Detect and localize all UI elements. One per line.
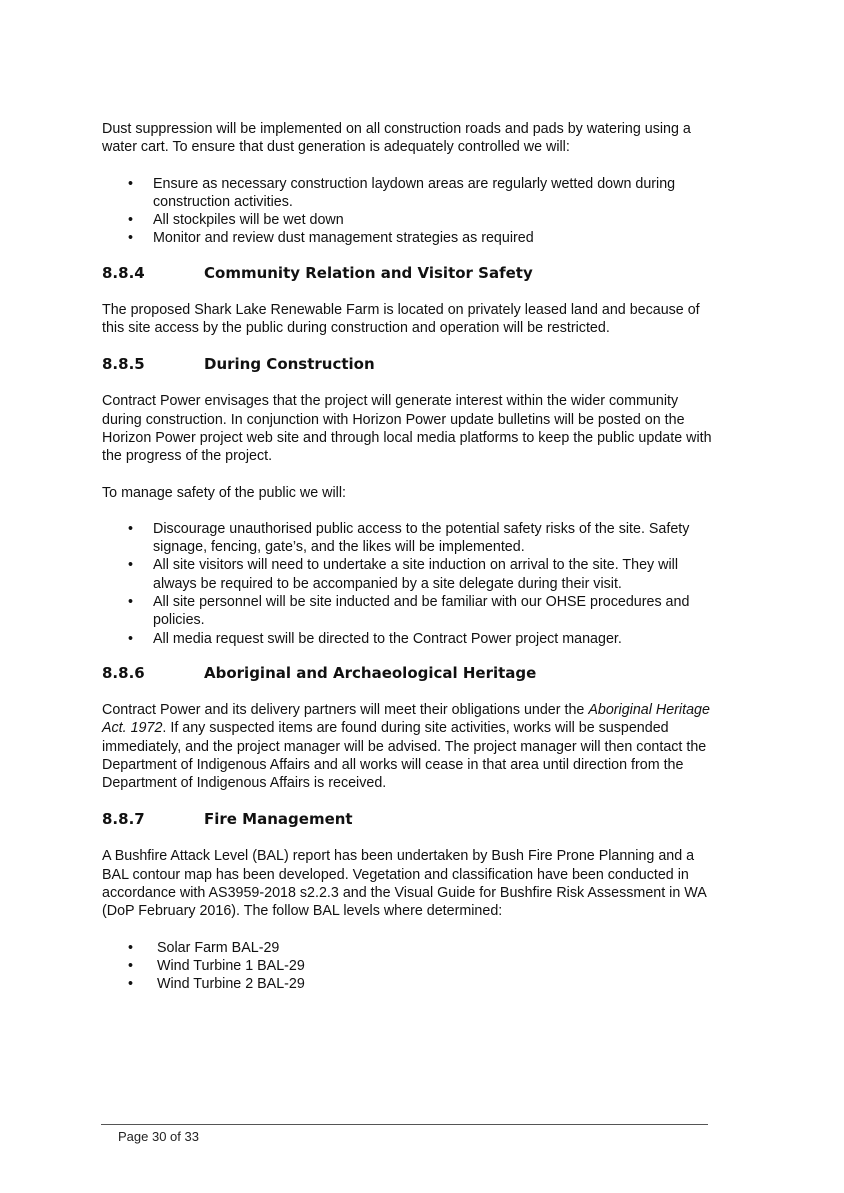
list-item: • All stockpiles will be wet down (102, 211, 712, 229)
intro-paragraph: Dust suppression will be implemented on all construction roads and pads by watering using a water cart. To ensure that dust generation is adequately controlled we will: (102, 121, 691, 156)
list-item: • Wind Turbine 2 BAL-29 (102, 975, 712, 993)
section-number: 8.8.5 (102, 355, 145, 374)
community-paragraph: The proposed Shark Lake Renewable Farm is located on privately leased land and because of this site access by the public during construction and operation will be restricted. (102, 301, 700, 337)
section-number: 8.8.4 (102, 263, 145, 282)
heritage-text-after: . If any suspected items are found during site activities, works will be suspended immediately, and the project manager will be advised. The project manager will then contact the Department of Indigenous Affairs and all works will cease in that area until direction from the Department of Indigenous Affairs is received. (102, 720, 707, 792)
list-item: • Wind Turbine 1 BAL-29 (102, 957, 712, 975)
section-heading-884 (102, 264, 712, 283)
list-item: • Discourage unauthorised public access to the potential safety risks of the site. Safety signage, fencing, gate’s, and the likes will be implemented. (102, 520, 712, 557)
construction-paragraph: Contract Power envisages that the project will generate interest within the wider community during construction. In conjunction with Horizon Power update bulletins will be posted on the Horizon Power project web site and through local media platforms to keep the public update with the progress of the project. (102, 393, 712, 465)
list-item: • All site visitors will need to undertake a site induction on arrival to the site. They will always be required to be accompanied by a site delegate during their visit. (102, 556, 712, 593)
section-number: 8.8.6 (102, 663, 145, 682)
heritage-act-title: Aboriginal Heritage Act. 1972 (102, 701, 710, 737)
section-title: Fire Management (204, 810, 353, 829)
section-title: During Construction (204, 355, 375, 374)
list-item: • Ensure as necessary construction laydown areas are regularly wetted down during construction activities. (102, 175, 712, 212)
section-title: Aboriginal and Archaeological Heritage (204, 663, 537, 682)
heritage-text-before: Contract Power and its delivery partners will meet their obligations under the (102, 701, 589, 718)
dust-bullet-list (102, 175, 712, 248)
page-number: Page 30 of 33 (118, 1129, 199, 1144)
page-content (102, 120, 712, 1010)
section-heading-887 (102, 810, 712, 829)
section-number: 8.8.7 (102, 810, 145, 829)
list-item: • Monitor and review dust management strategies as required (102, 229, 712, 247)
list-item: • Solar Farm BAL-29 (102, 939, 712, 957)
fire-paragraph: A Bushfire Attack Level (BAL) report has been undertaken by Bush Fire Prone Planning and a BAL contour map has been developed. Vegetation and classification have been conducted in accordance with AS3959-2018 s2.2.3 and the Visual Guide for Bushfire Risk Assessment in WA (DoP February 2016). The follow BAL levels where determined: (102, 848, 706, 920)
section-title: Community Relation and Visitor Safety (204, 263, 533, 282)
bal-bullet-list (102, 939, 712, 994)
list-item: • All site personnel will be site inducted and be familiar with our OHSE procedures and policies. (102, 593, 712, 630)
footer-divider (101, 1124, 708, 1125)
list-item: • All media request swill be directed to the Contract Power project manager. (102, 630, 712, 648)
section-heading-886 (102, 664, 712, 683)
heritage-paragraph (102, 701, 712, 792)
safety-intro-paragraph: To manage safety of the public we will: (102, 484, 346, 501)
safety-bullet-list (102, 520, 712, 648)
section-heading-885 (102, 355, 712, 374)
